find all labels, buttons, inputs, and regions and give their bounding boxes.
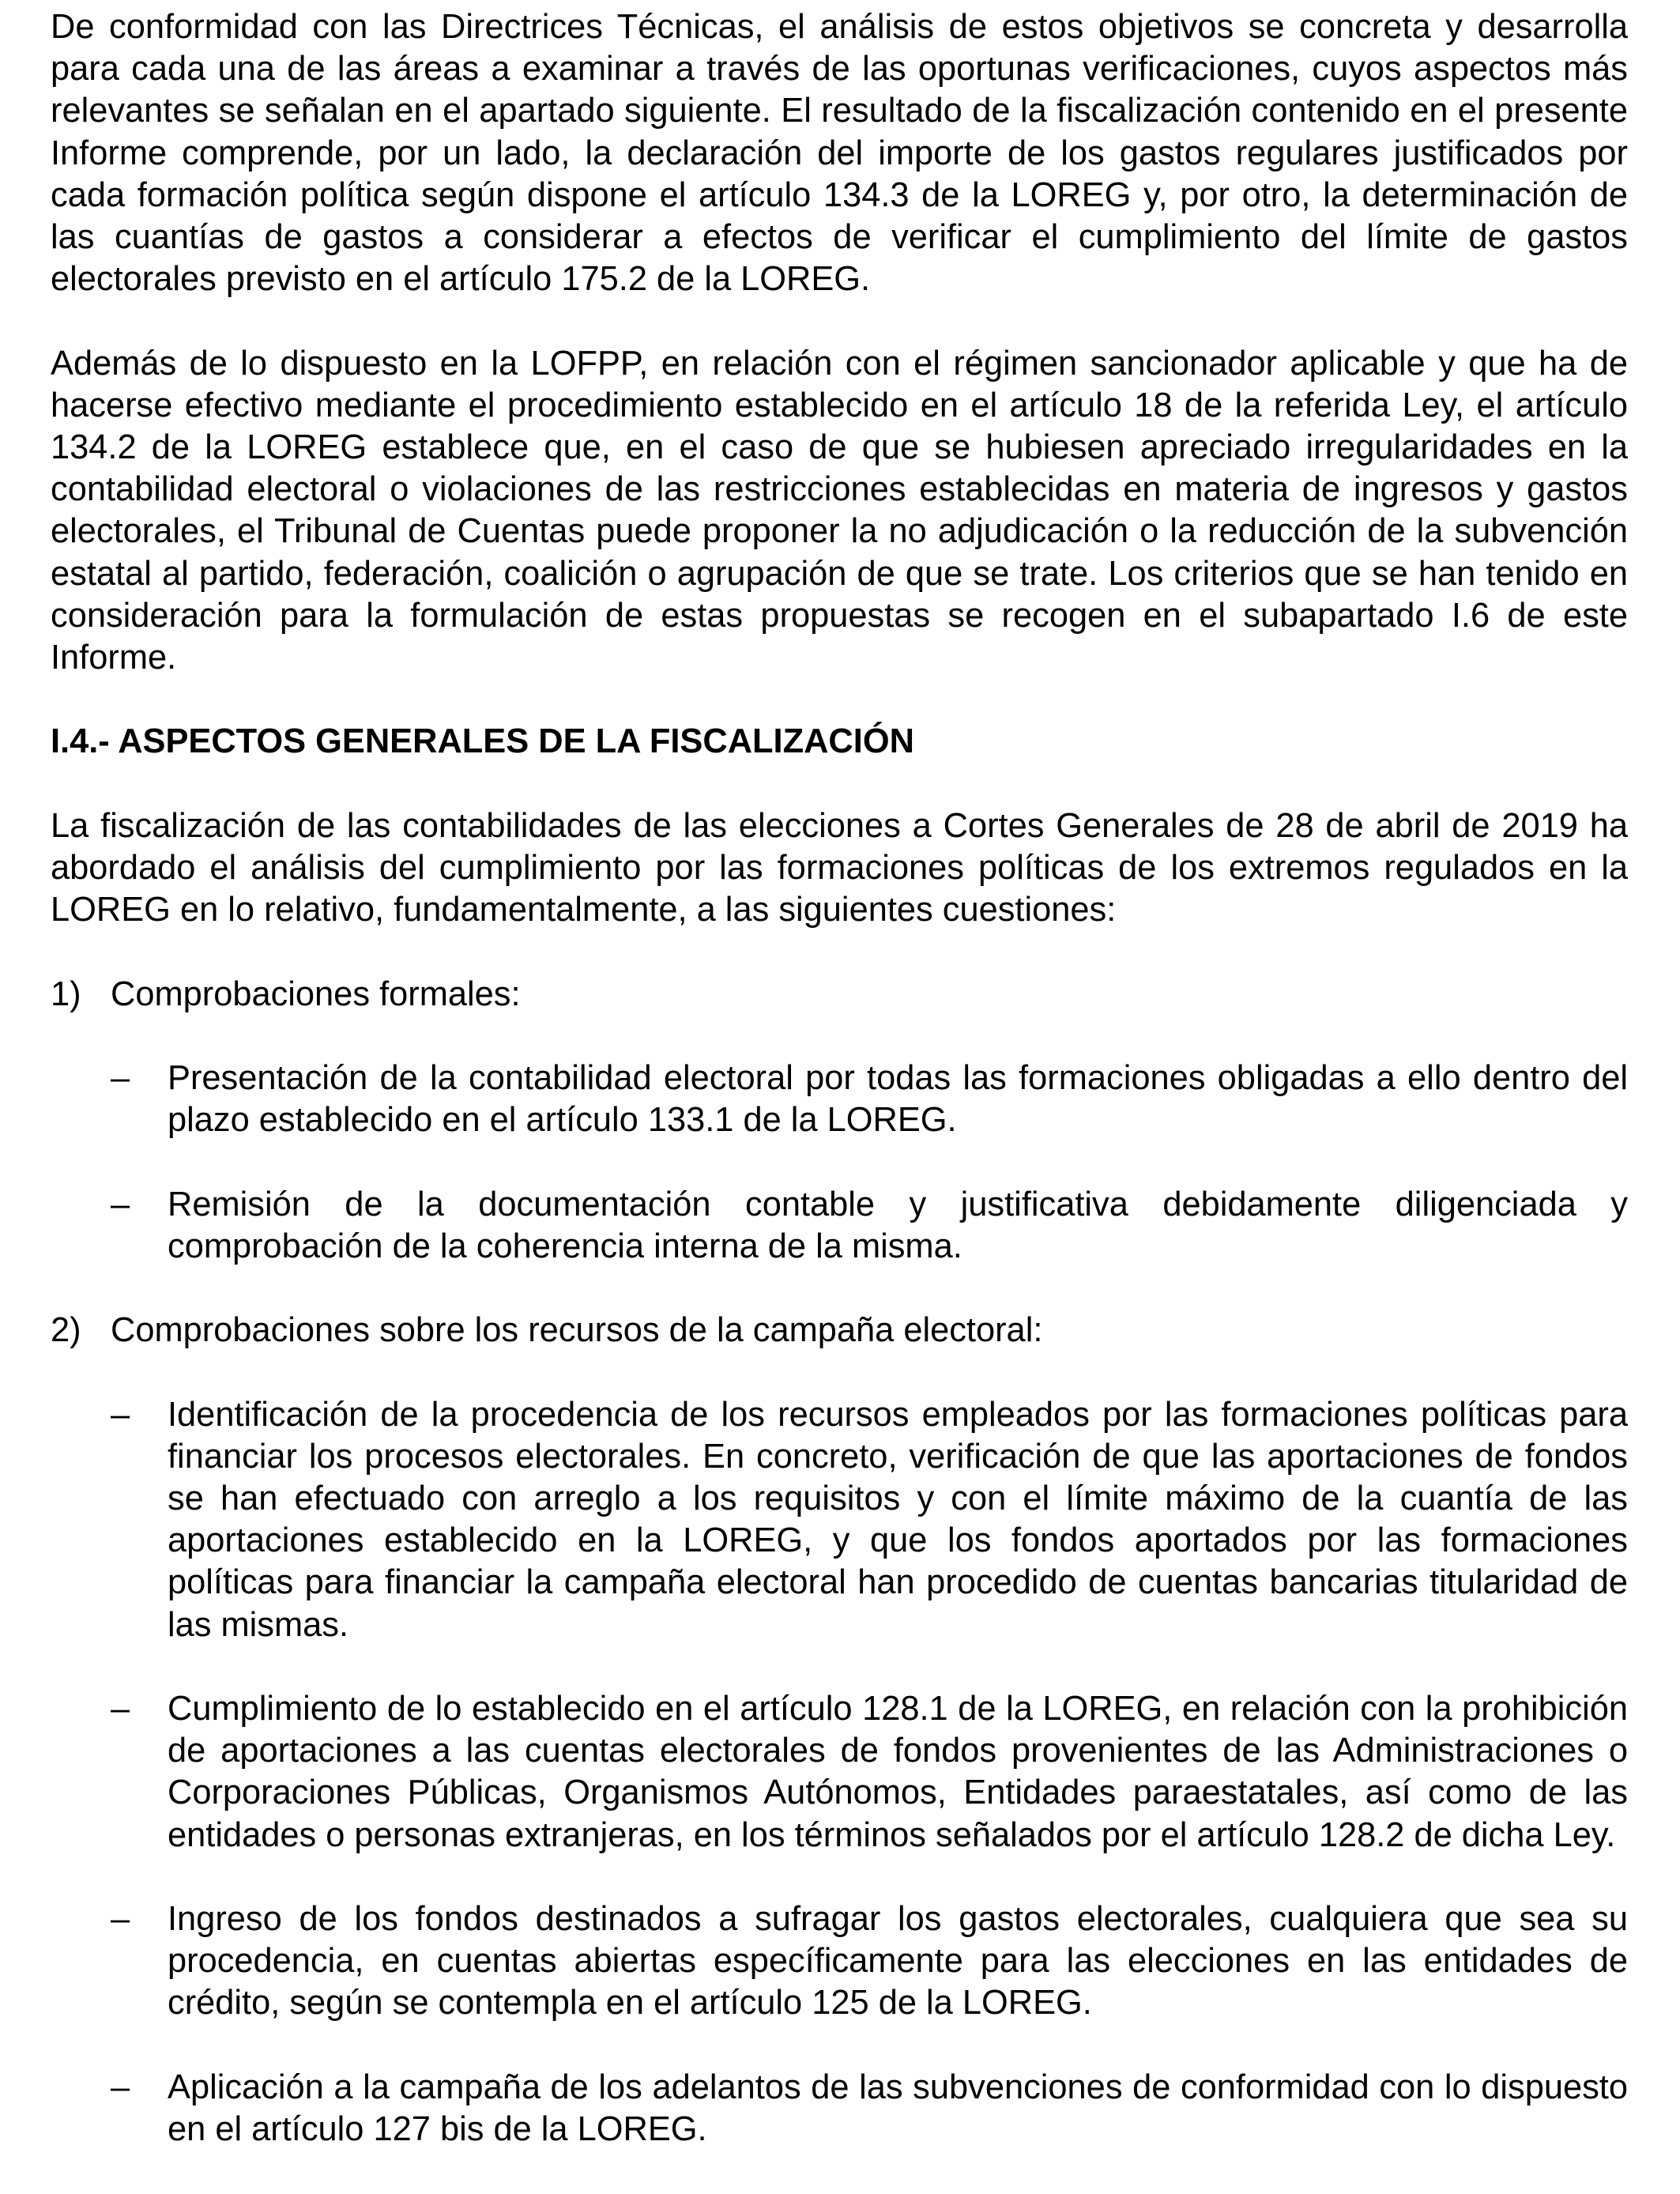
numbered-item-2 <box>51 1310 1628 1351</box>
list-item <box>51 1394 1628 1646</box>
list-item-text: Remisión de la documentación contable y justificativa debidamente diligenciada y comprobación de la coherencia interna de la misma. <box>168 1185 1628 1265</box>
list-item-text: Cumplimiento de lo establecido en el artículo 128.1 de la LOREG, en relación con la prohibición de aportaciones a las cuentas electorales de fondos provenientes de las Administraciones o Corporaciones Públicas, Organismos Autónomos, Entidades paraestatales, así como de las entidades o personas extranjeras, en los términos señalados por el artículo 128.2 de dicha Ley. <box>168 1689 1628 1854</box>
item-number: 1) <box>51 974 81 1013</box>
paragraph-fiscalizacion: La fiscalización de las contabilidades de las elecciones a Cortes Generales de 28 de abril de 2019 ha abordado el análisis del cumplimiento por las formaciones políticas de los extremos regulados en la LOREG en lo relativo, fundamentalmente, a las siguientes cuestiones: <box>51 806 1628 929</box>
list-item <box>51 2067 1628 2151</box>
paragraph-directrices: De conformidad con las Directrices Técnicas, el análisis de estos objetivos se concreta y desarrolla para cada una de las áreas a examinar a través de las oportunas verificaciones, cuyos aspectos más relevantes se señalan en el apartado siguiente. El resultado de la fiscalización contenido en el presente Informe comprende, por un lado, la declaración del importe de los gastos regulares justificados por cada formación política según dispone el artículo 134.3 de la LOREG y, por otro, la determinación de las cuantías de gastos a considerar a efectos de verificar el cumplimiento del límite de gastos electorales previsto en el artículo 175.2 de la LOREG. <box>51 8 1628 299</box>
list-item-text: Ingreso de los fondos destinados a sufragar los gastos electorales, cualquiera que sea su procedencia, en cuentas abiertas específicamente para las elecciones en las entidades de crédito, según se contempla en el artículo 125 de la LOREG. <box>168 1899 1628 2022</box>
dash-bullet-icon: – <box>111 1899 130 1938</box>
list-item <box>51 1184 1628 1268</box>
item-title: Comprobaciones sobre los recursos de la campaña electoral: <box>111 1311 1043 1350</box>
item-number: 2) <box>51 1311 81 1350</box>
dash-bullet-icon: – <box>111 1059 130 1097</box>
list-item <box>51 1057 1628 1141</box>
dash-bullet-icon: – <box>111 1185 130 1223</box>
section-heading: I.4.- ASPECTOS GENERALES DE LA FISCALIZACIÓN <box>51 722 914 761</box>
list-item <box>51 1898 1628 2025</box>
numbered-item-1 <box>51 974 1628 1016</box>
dash-bullet-icon: – <box>111 1689 130 1728</box>
document-page <box>51 6 1628 2192</box>
list-item-text: Aplicación a la campaña de los adelantos de las subvenciones de conformidad con lo dispuesto en el artículo 127 bis de la LOREG. <box>168 2068 1628 2148</box>
list-item-text: Presentación de la contabilidad electoral por todas las formaciones obligadas a ello dentro del plazo establecido en el artículo 133.1 de la LOREG. <box>168 1059 1628 1140</box>
dash-bullet-icon: – <box>111 1395 130 1434</box>
list-item-text: Identificación de la procedencia de los recursos empleados por las formaciones políticas para financiar los procesos electorales. En concreto, verificación de que las aportaciones de fondos se han efectuado con arreglo a los requisitos y con el límite máximo de la cuantía de las aportaciones establecido en la LOREG, y que los fondos aportados por las formaciones políticas para financiar la campaña electoral han procedido de cuentas bancarias titularidad de las mismas. <box>168 1395 1628 1644</box>
dash-bullet-icon: – <box>111 2068 130 2106</box>
paragraph-regimen-sancionador: Además de lo dispuesto en la LOFPP, en relación con el régimen sancionador aplicable y que ha de hacerse efectivo mediante el procedimiento establecido en el artículo 18 de la referida Ley, el artículo 134.2 de la LOREG establece que, en el caso de que se hubiesen apreciado irregularidades en la contabilidad electoral o violaciones de las restricciones establecidas en materia de ingresos y gastos electorales, el Tribunal de Cuentas puede proponer la no adjudicación o la reducción de la subvención estatal al partido, federación, coalición o agrupación de que se trate. Los criterios que se han tenido en consideración para la formulación de estas propuestas se recogen en el subapartado I.6 de este Informe. <box>51 344 1628 677</box>
list-item <box>51 1688 1628 1857</box>
item-title: Comprobaciones formales: <box>111 974 521 1013</box>
